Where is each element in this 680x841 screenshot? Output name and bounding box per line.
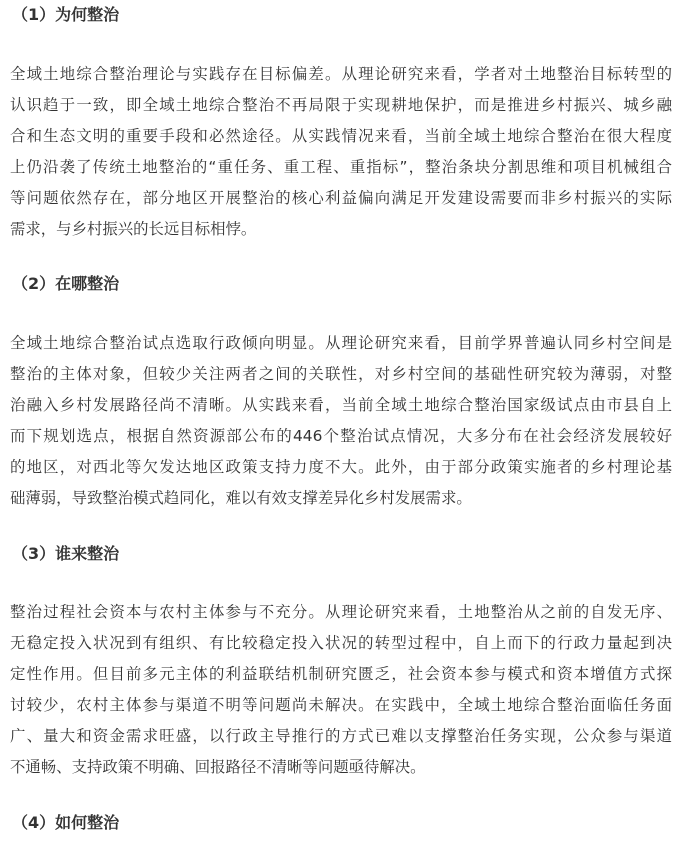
section-3-paragraph: [10, 597, 672, 783]
paragraph-line: 无稳定投入状况到有组织、有比较稳定投入状况的转型过程中，自上而下的行政力量起到决: [10, 634, 672, 652]
paragraph-line: 整治过程社会资本与农村主体参与不充分。从理论研究来看，土地整治从之前的自发无序、: [10, 603, 672, 621]
paragraph-line: 讨较少，农村主体参与渠道不明等问题尚未解决。在实践中，全域土地综合整治面临任务面: [10, 696, 672, 714]
paragraph-line: 合和生态文明的重要手段和必然途径。从实践情况来看，当前全域土地综合整治在很大程度: [10, 127, 672, 145]
section-2-heading: （2）在哪整治: [12, 274, 120, 293]
paragraph-line: 全域土地综合整治试点选取行政倾向明显。从理论研究来看，目前学界普遍认同乡村空间是: [10, 334, 672, 352]
paragraph-line: 的地区，对西北等欠发达地区政策支持力度不大。此外，由于部分政策实施者的乡村理论基: [10, 458, 672, 476]
paragraph-line: 定性作用。但目前多元主体的利益联结机制研究匮乏，社会资本参与模式和资本增值方式探: [10, 665, 672, 683]
paragraph-line: 不通畅、支持政策不明确、回报路径不清晰等问题亟待解决。: [10, 758, 426, 776]
section-1-heading: （1）为何整治: [12, 5, 120, 24]
paragraph-line: 整治的主体对象，但较少关注两者之间的关联性，对乡村空间的基础性研究较为薄弱，对整: [10, 365, 672, 383]
section-2-paragraph: [10, 328, 672, 514]
paragraph-line: 而下规划选点，根据自然资源部公布的446个整治试点情况，大多分布在社会经济发展较好: [10, 427, 672, 445]
paragraph-line: 需求，与乡村振兴的长远目标相悖。: [10, 220, 257, 238]
paragraph-line: 础薄弱，导致整治模式趋同化，难以有效支撑差异化乡村发展需求。: [10, 489, 472, 507]
section-4-heading: （4）如何整治: [12, 813, 120, 832]
paragraph-line: 广、量大和资金需求旺盛，以行政主导推行的方式已难以支撑整治任务实现，公众参与渠道: [10, 727, 672, 745]
section-3-heading: （3）谁来整治: [12, 544, 120, 563]
paragraph-line: 等问题依然存在，部分地区开展整治的核心利益偏向满足开发建设需要而非乡村振兴的实际: [10, 189, 672, 207]
paragraph-line: 上仍沿袭了传统土地整治的“重任务、重工程、重指标”，整治条块分割思维和项目机械组合: [10, 158, 672, 176]
paragraph-line: 认识趋于一致，即全域土地综合整治不再局限于实现耕地保护，而是推进乡村振兴、城乡融: [10, 96, 672, 114]
paragraph-line: 全域土地综合整治理论与实践存在目标偏差。从理论研究来看，学者对土地整治目标转型的: [10, 65, 672, 83]
section-1-paragraph: [10, 59, 672, 245]
paragraph-line: 治融入乡村发展路径尚不清晰。从实践来看，当前全域土地综合整治国家级试点由市县自上: [10, 396, 672, 414]
